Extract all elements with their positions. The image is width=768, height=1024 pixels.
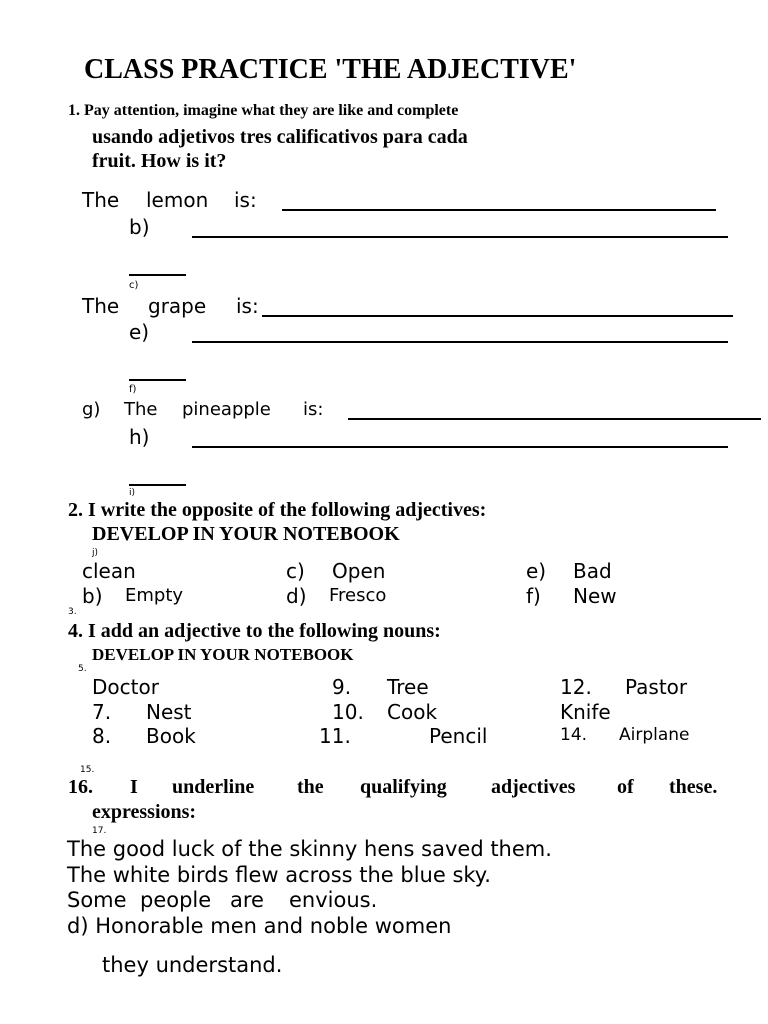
page-title: CLASS PRACTICE 'THE ADJECTIVE' — [84, 54, 577, 85]
noun-pencil: Pencil — [429, 724, 488, 748]
lemon-answer-line-b-cont — [129, 274, 186, 276]
section16-word-these: these. — [669, 776, 718, 798]
noun-number-14: 14. — [560, 725, 588, 745]
grape-answer-line-d — [262, 315, 733, 317]
pineapple-word-is: is: — [303, 399, 324, 420]
noun-doctor: Doctor — [92, 675, 159, 699]
pineapple-label-g: g) — [82, 399, 101, 420]
pineapple-answer-line-g — [348, 418, 761, 420]
section16-word-underline: underline — [172, 776, 255, 798]
lemon-answer-line-b — [192, 236, 728, 238]
opposite-label-c: c) — [286, 559, 305, 583]
opposite-label-e: e) — [526, 559, 547, 583]
lemon-word-lemon: lemon — [146, 188, 209, 212]
grape-label-e: e) — [129, 320, 150, 344]
noun-nest: Nest — [146, 700, 192, 724]
lemon-word-is: is: — [234, 188, 257, 212]
grape-word-the: The — [82, 294, 120, 318]
section17-number: 17. — [92, 826, 107, 836]
sentence-1: The good luck of the skinny hens saved them. — [67, 837, 552, 861]
section4-subheading: DEVELOP IN YOUR NOTEBOOK — [92, 645, 354, 664]
noun-pastor: Pastor — [625, 675, 688, 699]
lemon-label-c: c) — [129, 280, 139, 291]
section1-instruction-line2: usando adjetivos tres calificativos para cada — [92, 126, 468, 148]
pineapple-label-i: i) — [129, 488, 136, 498]
pineapple-answer-line-h-cont — [129, 484, 186, 486]
section16-word-adjectives: adjectives — [491, 776, 576, 798]
section1-instruction-line3: fruit. How is it? — [92, 150, 227, 172]
opposite-item-bad: Bad — [573, 559, 612, 583]
noun-tree: Tree — [387, 675, 429, 699]
noun-cook: Cook — [387, 700, 438, 724]
section16-heading-line2: expressions: — [92, 801, 197, 823]
noun-number-7: 7. — [92, 700, 112, 724]
noun-number-11: 11. — [319, 724, 351, 748]
section4-heading: 4. I add an adjective to the following nouns: — [68, 620, 441, 642]
section2-heading: 2. I write the opposite of the following adjectives: — [68, 499, 487, 521]
grape-word-grape: grape — [148, 294, 207, 318]
pineapple-answer-line-h — [192, 446, 728, 448]
pineapple-word-pineapple: pineapple — [182, 399, 271, 420]
lemon-answer-line-a — [282, 209, 716, 211]
sentence-4: d) Honorable men and noble women — [67, 914, 452, 938]
opposite-label-f: f) — [526, 584, 541, 608]
grape-label-f: f) — [129, 384, 137, 395]
opposite-label-b: b) — [82, 584, 103, 608]
opposite-label-d: d) — [286, 584, 307, 608]
noun-number-12: 12. — [560, 675, 592, 699]
opposite-item-fresco: Fresco — [329, 585, 387, 606]
section16-number: 16. — [68, 776, 93, 798]
lemon-label-b: b) — [129, 215, 150, 239]
sentence-3-word-some: Some — [67, 888, 127, 912]
pineapple-word-the: The — [124, 399, 158, 420]
section16-word-qualifying: qualifying — [360, 776, 447, 798]
sentence-3-word-people: people — [140, 888, 212, 912]
section3-number: 3. — [68, 607, 77, 617]
section2-subheading: DEVELOP IN YOUR NOTEBOOK — [92, 523, 400, 545]
opposite-item-empty: Empty — [125, 585, 184, 606]
noun-knife: Knife — [560, 700, 611, 724]
opposite-item-open: Open — [332, 559, 386, 583]
section1-heading: 1. Pay attention, imagine what they are like and complete — [68, 102, 459, 119]
noun-number-10: 10. — [332, 700, 364, 724]
noun-airplane: Airplane — [619, 725, 690, 745]
sentence-2: The white birds flew across the blue sky. — [67, 863, 491, 887]
section16-word-i: I — [130, 776, 138, 798]
grape-answer-line-e — [192, 341, 728, 343]
sentence-3-word-envious: envious. — [289, 888, 378, 912]
pineapple-label-h: h) — [129, 425, 150, 449]
sentence-3-word-are: are — [230, 888, 264, 912]
section16-word-of: of — [617, 776, 634, 798]
section15-number: 15. — [80, 765, 95, 775]
opposite-item-new: New — [573, 584, 617, 608]
opposite-item-clean: clean — [82, 559, 136, 583]
section2-label-j: j) — [92, 548, 99, 558]
grape-word-is: is: — [236, 294, 259, 318]
section16-word-the: the — [297, 776, 324, 798]
grape-answer-line-e-cont — [129, 379, 186, 381]
noun-book: Book — [146, 724, 196, 748]
section5-number: 5. — [78, 664, 87, 674]
lemon-word-the: The — [82, 188, 120, 212]
noun-number-9: 9. — [332, 675, 352, 699]
sentence-4-continuation: they understand. — [102, 953, 283, 977]
noun-number-8: 8. — [92, 724, 112, 748]
